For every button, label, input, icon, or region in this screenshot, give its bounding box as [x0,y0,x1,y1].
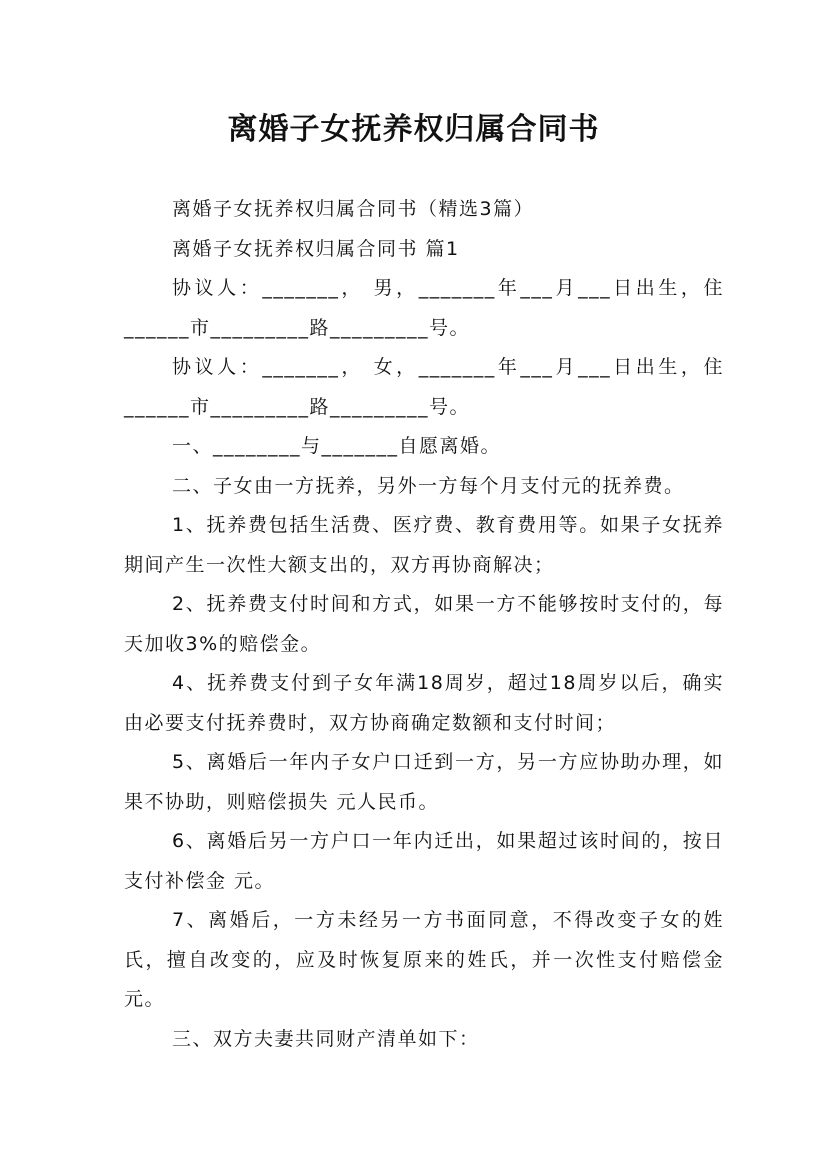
paragraph-item-2: 2、抚养费支付时间和方式，如果一方不能够按时支付的，每天加收3%的赔偿金。 [124,593,724,655]
paragraph-subtitle: 离婚子女抚养权归属合同书（精选3篇） [172,198,535,220]
paragraph-clause-3: 三、双方夫妻共同财产清单如下： [172,1027,480,1050]
document-title: 离婚子女抚养权归属合同书 [227,112,600,147]
paragraph-item-5: 5、离婚后一年内子女户口迁到一方，另一方应协助办理，如果不协助，则赔偿损失 元人民币。 [124,751,724,813]
paragraph-clause-2: 二、子女由一方抚养，另外一方每个月支付元的抚养费。 [172,474,685,497]
paragraph-clause-1: 一、________与_______自愿离婚。 [172,435,502,457]
paragraph-item-6: 6、离婚后另一方户口一年内迁出，如果超过该时间的，按日支付补偿金 元。 [124,830,724,892]
document-body [124,190,724,1059]
paragraph-item-4: 4、抚养费支付到子女年满18周岁，超过18周岁以后，确实由必要支付抚养费时，双方协商确定数额和支付时间； [124,672,724,734]
paragraph-section-heading: 离婚子女抚养权归属合同书 篇1 [172,237,460,260]
paragraph-item-7: 7、离婚后，一方未经另一方书面同意，不得改变子女的姓氏，擅自改变的，应及时恢复原来的姓氏，并一次性支付赔偿金 元。 [124,909,724,1010]
paragraph-item-1: 1、抚养费包括生活费、医疗费、教育费用等。如果子女抚养期间产生一次性大额支出的，双方再协商解决； [124,514,724,576]
paragraph-party-male: 协议人：_______， 男，_______年___月___日出生，住______市_________路_________号。 [124,277,724,339]
paragraph-party-female: 协议人：_______， 女，_______年___月___日出生，住______市_________路_________号。 [124,356,724,418]
